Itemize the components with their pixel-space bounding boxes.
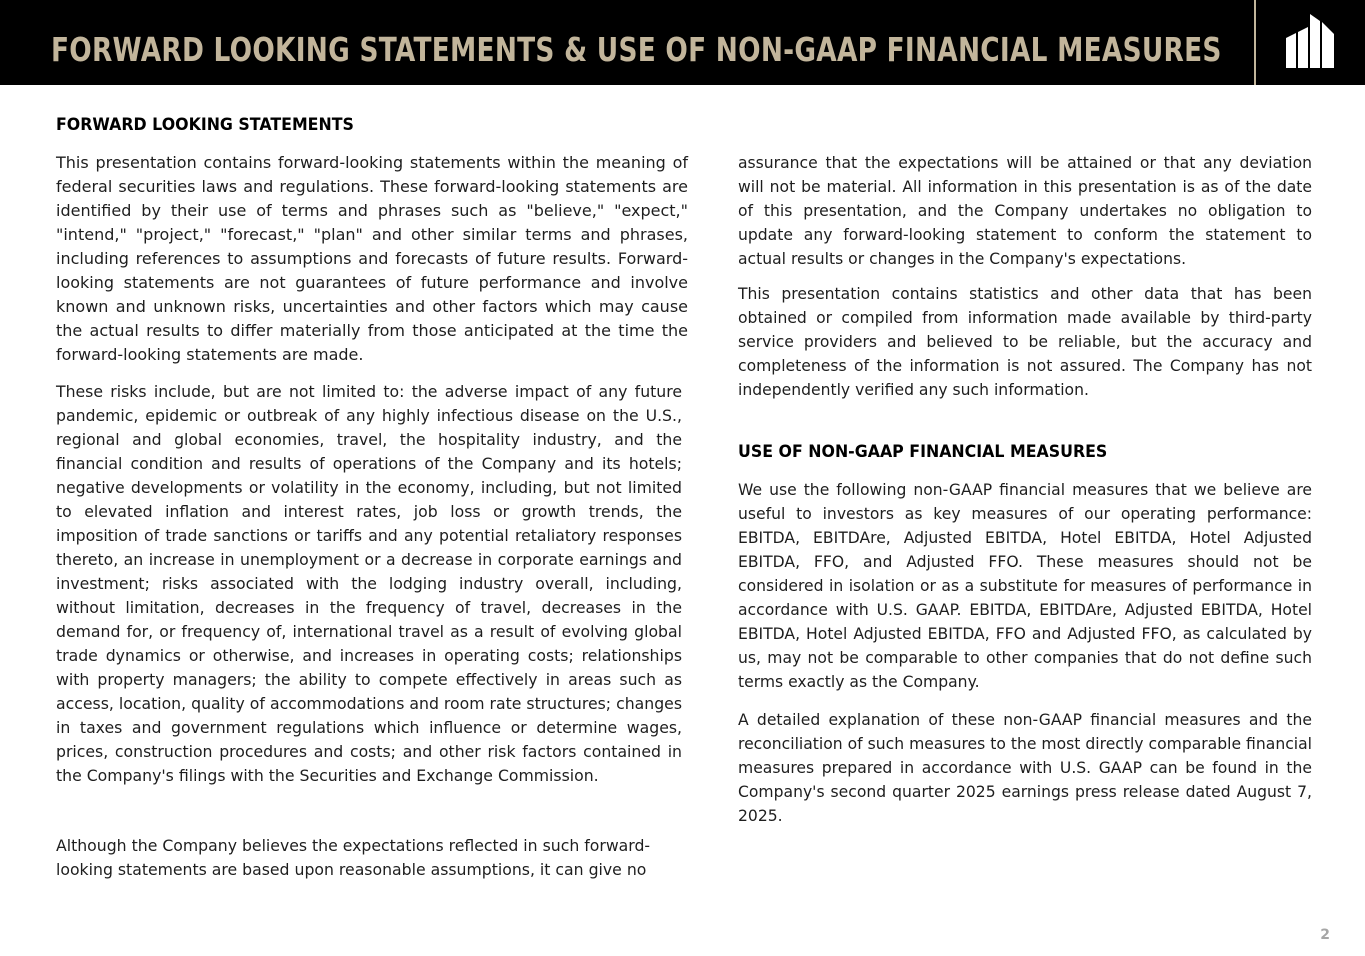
- expectations-paragraph-start: Although the Company believes the expectations reflected in such forward-looking statements are based upon reasonable assumptions, it can give no: [56, 836, 651, 879]
- header-divider: [1254, 0, 1256, 85]
- forward-looking-paragraph: This presentation contains forward-looking statements within the meaning of federal securities laws and regulations. These forward-looking statements are identified by their use of terms and phrases such as "believe," "expect," "intend," "project," "forecast," "plan" and other similar terms and phrases, including references to assumptions and forecasts of future results. Forward-looking statements are not guarantees of future performance and involve known and unknown risks, uncertainties and other factors which may cause the actual results to differ materially from those anticipated at the time the forward-looking statements are made.: [56, 153, 688, 364]
- forward-looking-heading: FORWARD LOOKING STATEMENTS: [56, 115, 354, 135]
- page-title: FORWARD LOOKING STATEMENTS & USE OF NON-GAAP FINANCIAL MEASURES: [51, 30, 1222, 69]
- third-party-data-paragraph: This presentation contains statistics and other data that has been obtained or compiled from information made available by third-party service providers and believed to be reliable, but the accuracy and completeness of the information is not assured. The Company has not independently verified any such information.: [738, 285, 1312, 399]
- non-gaap-reconciliation-paragraph: A detailed explanation of these non-GAAP financial measures and the reconciliation of such measures to the most directly comparable financial measures prepared in accordance with U.S. GAAP can be found in the Company's second quarter 2025 earnings press release dated August 7, 2025.: [738, 711, 1312, 825]
- building-logo-icon: [1286, 14, 1334, 68]
- non-gaap-measures-paragraph: We use the following non-GAAP financial measures that we believe are useful to investors as key measures of our operating performance: EBITDA, EBITDAre, Adjusted EBITDA, Hotel EBITDA, Hotel Adjusted EBITDA, FFO, and Adjusted FFO. These measures should not be considered in isolation or as a substitute for measures of performance in accordance with U.S. GAAP. EBITDA, EBITDAre, Adjusted EBITDA, Hotel EBITDA, Hotel Adjusted EBITDA, FFO and Adjusted FFO, as calculated by us, may not be comparable to other companies that do not define such terms exactly as the Company.: [738, 481, 1312, 691]
- page-header: [0, 0, 1365, 85]
- risks-paragraph: These risks include, but are not limited to: the adverse impact of any future pandemic, epidemic or outbreak of any highly infectious disease on the U.S., regional and global economies, travel, the hospitality industry, and the financial condition and results of operations of the Company and its hotels; negative developments or volatility in the economy, including, but not limited to elevated inflation and interest rates, job loss or growth trends, the imposition of trade sanctions or tariffs and any potential retaliatory responses thereto, an increase in unemployment or a decrease in corporate earnings and investment; risks associated with the lodging industry overall, including, without limitation, decreases in the frequency of travel, decreases in the demand for, or frequency of, international travel as a result of evolving global trade dynamics or otherwise, and increases in operating costs; relationships with property managers; the ability to compete effectively in areas such as access, location, quality of accommodations and room rate structures; changes in taxes and government regulations which influence or determine wages, prices, construction procedures and costs; and other risk factors contained in the Company's filings with the Securities and Exchange Commission.: [56, 382, 682, 785]
- expectations-paragraph-continued: assurance that the expectations will be attained or that any deviation will not be material. All information in this presentation is as of the date of this presentation, and the Company undertakes no obligation to update any forward-looking statement to conform the statement to actual results or changes in the Company's expectations.: [738, 154, 1312, 268]
- non-gaap-heading: USE OF NON-GAAP FINANCIAL MEASURES: [738, 442, 1108, 462]
- page-number: 2: [1320, 927, 1330, 943]
